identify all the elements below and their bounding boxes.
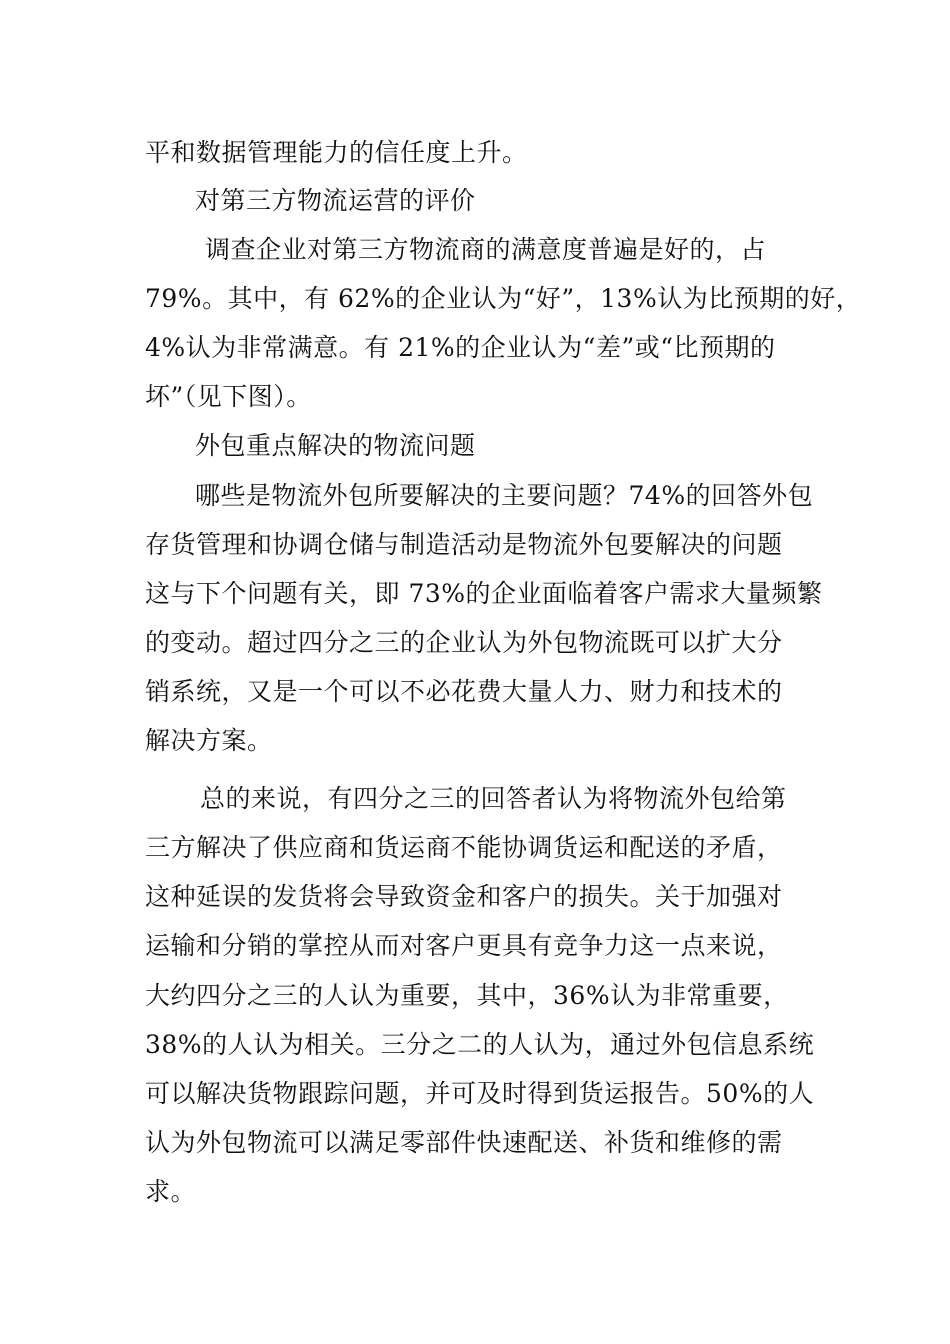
section-heading: 外包重点解决的物流问题 [195,431,476,460]
text-line: 总的来说，有四分之三的回答者认为将物流外包给第 [200,784,787,813]
text-line: 求。 [145,1177,197,1206]
text-line: 这种延误的发货将会导致资金和客户的损失。关于加强对 [145,882,783,911]
text-line: 存货管理和协调仓储与制造活动是物流外包要解决的问题 [145,530,783,559]
text-line: 三方解决了供应商和货运商不能协调货运和配送的矛盾， [145,833,783,862]
text-line: 4%认为非常满意。有 21%的企业认为“差”或“比预期的 [145,333,776,362]
text-line: 平和数据管理能力的信任度上升。 [145,138,528,167]
text-line: 哪些是物流外包所要解决的主要问题？74%的回答外包 [195,481,814,510]
text-line: 的变动。超过四分之三的企业认为外包物流既可以扩大分 [145,628,783,657]
text-line: 79%。其中，有 62%的企业认为“好”，13%认为比预期的好， [145,284,862,313]
section-heading: 对第三方物流运营的评价 [195,186,476,215]
text-line: 解决方案。 [145,726,273,755]
text-line: 认为外包物流可以满足零部件快速配送、补货和维修的需 [145,1128,783,1157]
text-line: 大约四分之三的人认为重要，其中，36%认为非常重要， [145,981,789,1010]
text-line: 这与下个问题有关，即 73%的企业面临着客户需求大量频繁 [145,579,823,608]
text-line: 可以解决货物跟踪问题，并可及时得到货运报告。50%的人 [145,1079,815,1108]
text-line: 38%的人认为相关。三分之二的人认为，通过外包信息系统 [145,1030,815,1059]
text-line: 销系统，又是一个可以不必花费大量人力、财力和技术的 [145,677,783,706]
text-line: 坏”（见下图）。 [145,382,312,411]
text-line: 调查企业对第三方物流商的满意度普遍是好的，占 [205,235,767,264]
text-line: 运输和分销的掌控从而对客户更具有竞争力这一点来说， [145,931,783,960]
